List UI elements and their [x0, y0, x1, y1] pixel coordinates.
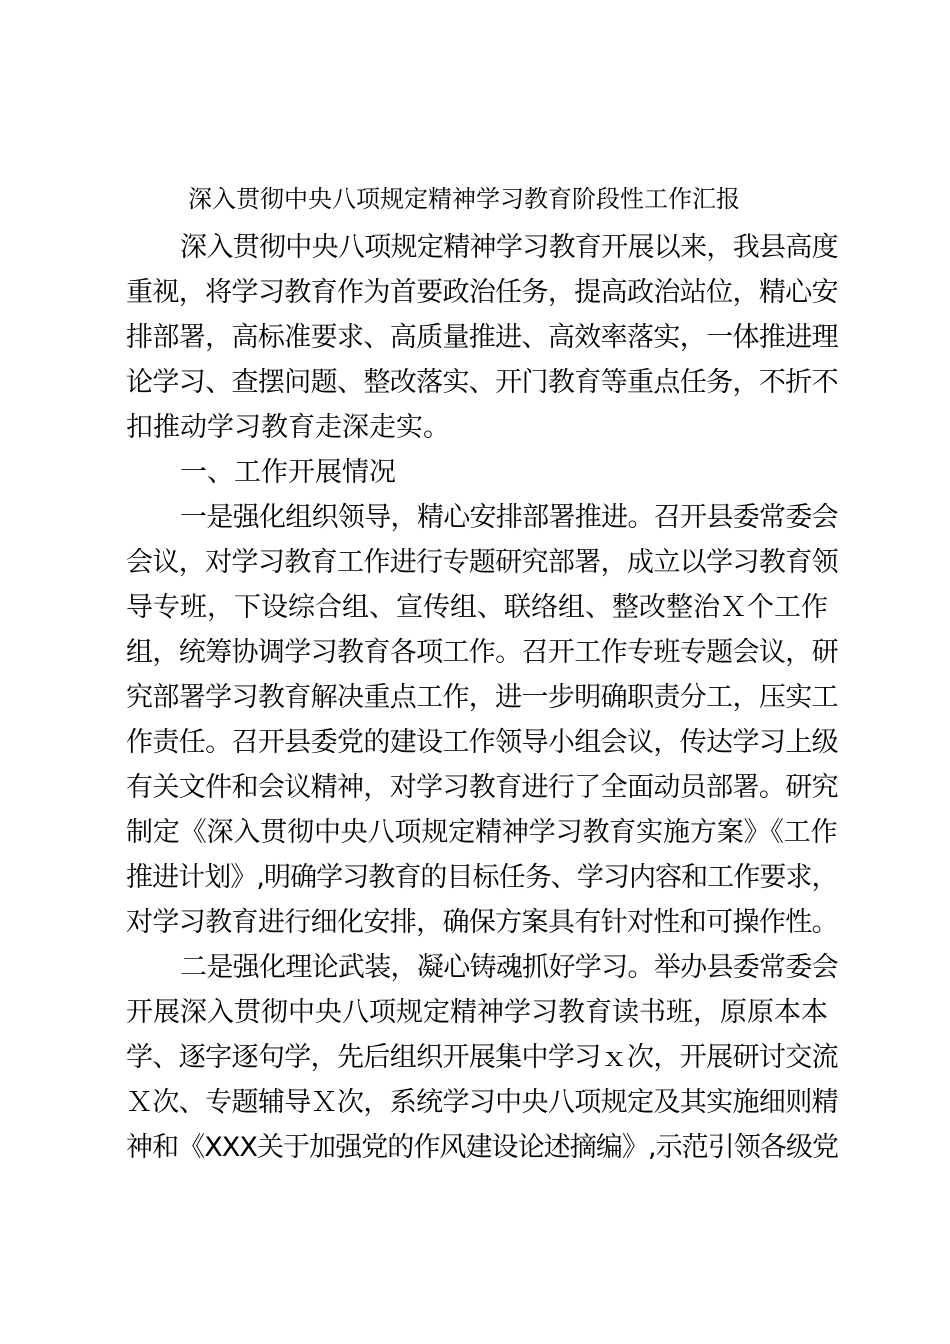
body-line-12: 作责任。召开县委党的建设工作领导小组会议，传达学习上级	[126, 727, 838, 758]
body-line-16: 对学习教育进行细化安排，确保方案具有针对性和可操作性。	[126, 907, 838, 938]
body-line-10: 组，统筹协调学习教育各项工作。召开工作专班专题会议，研	[126, 637, 838, 668]
body-line-3: 排部署，高标准要求、高质量推进、高效率落实，一体推进理	[126, 322, 838, 353]
body-line-7: 一是强化组织领导，精心安排部署推进。召开县委常委会	[180, 502, 838, 533]
document-title: 深入贯彻中央八项规定精神学习教育阶段性工作汇报	[188, 185, 740, 213]
body-line-1: 深入贯彻中央八项规定精神学习教育开展以来，我县高度	[180, 232, 838, 263]
body-line-21: 神和《XXX关于加强党的作风建设论述摘编》,示范引领各级党	[126, 1132, 839, 1163]
body-line-5: 扣推动学习教育走深走实。	[126, 412, 450, 443]
body-line-9: 导专班，下设综合组、宣传组、联络组、整改整治Ｘ个工作	[126, 592, 828, 623]
body-line-2: 重视，将学习教育作为首要政治任务，提高政治站位，精心安	[126, 277, 838, 308]
body-line-19: 学、逐字逐句学，先后组织开展集中学习ｘ次，开展研讨交流	[126, 1042, 838, 1073]
body-line-14: 制定《深入贯彻中央八项规定精神学习教育实施方案》《工作	[126, 817, 838, 848]
body-line-8: 会议，对学习教育工作进行专题研究部署，成立以学习教育领	[126, 547, 838, 578]
body-line-18: 开展深入贯彻中央八项规定精神学习教育读书班，原原本本	[126, 997, 828, 1028]
body-line-15: 推进计划》,明确学习教育的目标任务、学习内容和工作要求，	[126, 862, 838, 893]
body-line-13: 有关文件和会议精神，对学习教育进行了全面动员部署。研究	[126, 772, 838, 803]
body-line-11: 究部署学习教育解决重点工作，进一步明确职责分工，压实工	[126, 682, 838, 713]
body-line-4: 论学习、查摆问题、整改落实、开门教育等重点任务，不折不	[126, 367, 838, 398]
section-heading-1: 一、工作开展情况	[180, 457, 396, 488]
body-line-20: Ｘ次、专题辅导Ｘ次，系统学习中央八项规定及其实施细则精	[126, 1087, 838, 1118]
body-line-17: 二是强化理论武装，凝心铸魂抓好学习。举办县委常委会	[180, 952, 838, 983]
